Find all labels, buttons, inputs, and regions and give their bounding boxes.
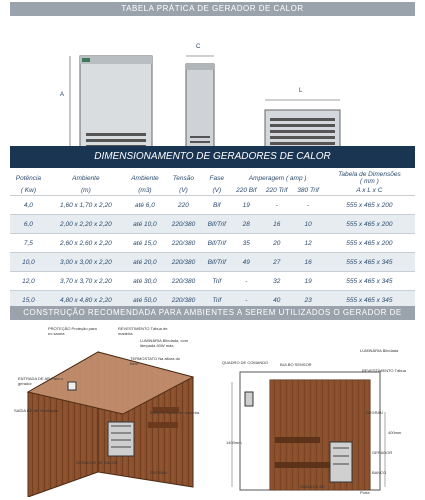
table-cell: Bif/Trif xyxy=(202,253,232,272)
left-callout-label: TERMOSTATO Na altura do forro xyxy=(130,356,181,366)
unit-axlxc: A x L x C xyxy=(356,187,383,194)
table-row xyxy=(10,196,415,215)
table-cell: 35 xyxy=(232,234,261,253)
unit-kw: ( Kw) xyxy=(20,187,36,194)
right-callout-label: GERADOR xyxy=(372,450,393,455)
table-cell: - xyxy=(232,272,261,291)
left-callout-label: SAÍDA DE AR Ventilação xyxy=(14,408,59,413)
table-cell: Bif xyxy=(202,196,232,215)
table-cell: Trif xyxy=(202,272,232,291)
table-cell: 555 x 465 x 200 xyxy=(324,196,415,215)
table-cell: 15,0 xyxy=(10,291,47,310)
left-callout-label: BANCO Ripado de madeira xyxy=(150,410,200,415)
table-cell: 220 xyxy=(165,196,202,215)
unit-220-bif: 220 Bif xyxy=(236,187,257,194)
dimension-400: 400mm xyxy=(388,430,402,435)
table-row xyxy=(10,253,415,272)
unit-m3: (m3) xyxy=(138,187,152,194)
left-callout-label: GERADOR DE CALOR xyxy=(76,460,118,465)
table-cell: 555 x 465 x 200 xyxy=(324,215,415,234)
table-cell: 555 x 465 x 345 xyxy=(324,272,415,291)
table-cell: 220/380 xyxy=(165,272,202,291)
top-banner: TABELA PRÁTICA DE GERADOR DE CALOR xyxy=(10,2,415,16)
table-cell: 2,60 x 2,60 x 2,20 xyxy=(47,234,125,253)
col-header-ambiente-m: Ambiente xyxy=(72,174,100,182)
unit-v-fase: (V) xyxy=(212,187,222,194)
table-cell: 220/380 xyxy=(165,253,202,272)
left-callout-label: PROTEÇÃO Proteção para no sauna xyxy=(48,326,97,336)
table-cell: até 6,0 xyxy=(125,196,165,215)
table-cell: 19 xyxy=(292,272,323,291)
table-header-row-2 xyxy=(10,186,415,196)
col-header-fase: Fase xyxy=(209,174,224,182)
table-cell: Trif xyxy=(202,291,232,310)
table-cell: até 30,0 xyxy=(125,272,165,291)
table-cell: 28 xyxy=(232,215,261,234)
table-cell: 20 xyxy=(261,234,292,253)
table-cell: até 20,0 xyxy=(125,253,165,272)
table-cell: 4,80 x 4,80 x 2,20 xyxy=(47,291,125,310)
right-callout-label: REVESTIMENTO Tábua xyxy=(362,368,406,373)
dim-label-c: C xyxy=(196,44,201,50)
table-cell: 12 xyxy=(292,234,323,253)
col-header-potencia: Potência xyxy=(15,174,42,182)
right-callout-label: BANCO xyxy=(372,470,387,475)
table-cell: 49 xyxy=(232,253,261,272)
right-callout-label: DEGRAU xyxy=(366,410,384,415)
table-cell: até 15,0 xyxy=(125,234,165,253)
right-callout-label: LUMINÁRIA Blindada xyxy=(360,348,399,353)
dimension-1400: 1400mm xyxy=(226,440,242,445)
unit-220-trif: 220 Trif xyxy=(265,187,288,194)
table-cell: Bif/Trif xyxy=(202,215,232,234)
table-cell: 3,70 x 3,70 x 2,20 xyxy=(47,272,125,291)
dim-label-l: L xyxy=(299,88,303,94)
dimensoes-title: Tabela de Dimensões xyxy=(338,171,401,178)
unit-v-tensao: (V) xyxy=(179,187,188,194)
table-cell: - xyxy=(232,291,261,310)
table-cell: 2,00 x 2,20 x 2,20 xyxy=(47,215,125,234)
table-cell: 4,0 xyxy=(10,196,47,215)
table-cell: 12,0 xyxy=(10,272,47,291)
dimensoes-unit: ( mm ) xyxy=(359,178,379,185)
table-cell: 23 xyxy=(292,291,323,310)
bottom-banner: CONSTRUÇÃO RECOMENDADA PARA AMBIENTES A SEREM UTILIZADOS O GERADOR DE CALOR xyxy=(10,306,415,320)
table-cell: - xyxy=(292,196,323,215)
right-callout-label: SAÍDA DE AR xyxy=(300,484,325,489)
col-header-tensao: Tensão xyxy=(172,174,194,182)
sizing-table xyxy=(10,170,415,310)
table-cell: 19 xyxy=(232,196,261,215)
table-cell: 16 xyxy=(292,253,323,272)
left-callout-label: DEGRAU xyxy=(150,470,168,475)
dim-label-a: A xyxy=(60,92,65,98)
table-cell: 16 xyxy=(261,215,292,234)
table-row xyxy=(10,272,415,291)
table-cell: 10,0 xyxy=(10,253,47,272)
left-callout-label: REVESTIMENTO Tábua de madeira xyxy=(118,326,168,336)
left-callout-label: ENTRADA DE AR Para o gerador xyxy=(18,376,63,386)
col-header-ambiente-m3: Ambiente xyxy=(131,174,159,182)
col-header-dimensoes xyxy=(324,170,415,186)
table-cell: 220/380 xyxy=(165,234,202,253)
table-header-row-1 xyxy=(10,170,415,186)
table-cell: 32 xyxy=(261,272,292,291)
door-label: Porta xyxy=(360,490,370,495)
table-row xyxy=(10,215,415,234)
right-callout-label: BULBO SENSOR xyxy=(280,362,312,367)
table-cell: 27 xyxy=(261,253,292,272)
table-cell: Bif/Trif xyxy=(202,234,232,253)
table-cell: 3,00 x 3,00 x 2,20 xyxy=(47,253,125,272)
right-callout-label: QUADRO DE COMANDO xyxy=(222,360,269,365)
table-title-band: DIMENSIONAMENTO DE GERADORES DE CALOR xyxy=(10,146,415,168)
table-cell: 10 xyxy=(292,215,323,234)
unit-380-trif: 380 Trif xyxy=(297,187,319,194)
table-cell: até 10,0 xyxy=(125,215,165,234)
left-callout-label: LUMINÁRIA Blindada, com lâmpada 40W máx. xyxy=(140,338,189,348)
table-cell: 555 x 465 x 345 xyxy=(324,253,415,272)
table-cell: - xyxy=(261,196,292,215)
table-cell: 1,60 x 1,70 x 2,20 xyxy=(47,196,125,215)
table-cell: 555 x 465 x 345 xyxy=(324,291,415,310)
table-cell: 555 x 465 x 200 xyxy=(324,234,415,253)
unit-m: (m) xyxy=(81,187,91,194)
table-cell: 6,0 xyxy=(10,215,47,234)
table-cell: 220/380 xyxy=(165,215,202,234)
table-cell: 40 xyxy=(261,291,292,310)
col-header-amperagem: Amperagem ( amp ) xyxy=(248,174,307,182)
table-cell: 220/380 xyxy=(165,291,202,310)
table-cell: 7,5 xyxy=(10,234,47,253)
table-cell: até 50,0 xyxy=(125,291,165,310)
table-row xyxy=(10,234,415,253)
